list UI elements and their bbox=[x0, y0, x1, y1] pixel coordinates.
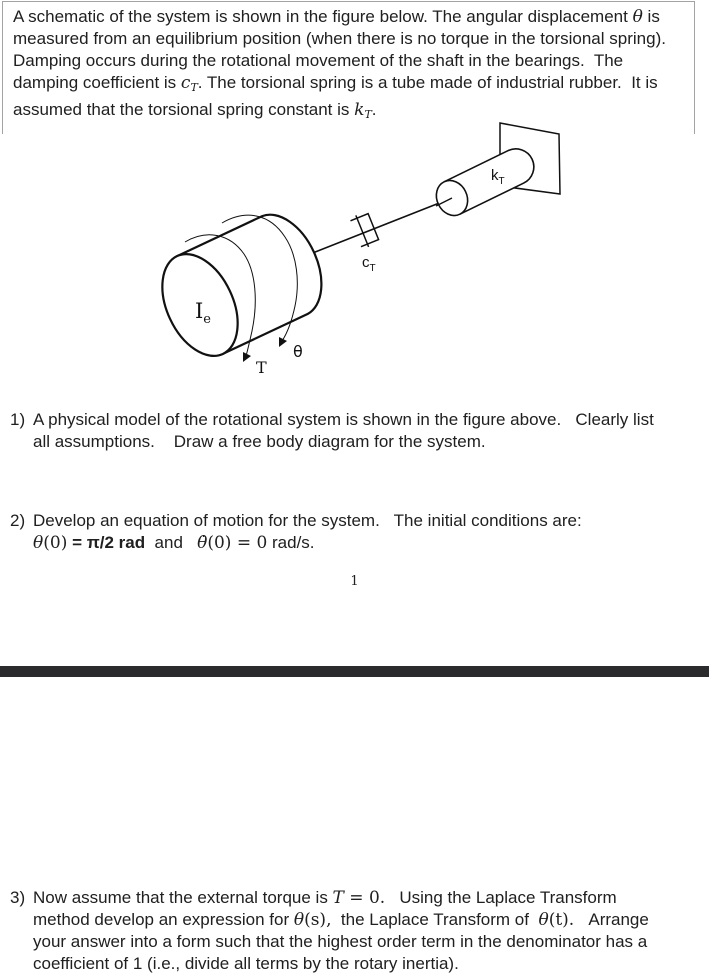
question-2-line-1 bbox=[33, 510, 719, 532]
question-1 bbox=[10, 409, 719, 453]
question-text: Now assume that the external torque is bbox=[33, 888, 333, 907]
intro-text: Damping occurs during the rotational movement of the shaft in the bearings. The bbox=[13, 51, 624, 70]
intro-line-4 bbox=[13, 72, 684, 99]
question-text: all assumptions. Draw a free body diagram for the system. bbox=[33, 432, 486, 451]
question-1-line-1 bbox=[33, 409, 719, 431]
intro-text: is bbox=[642, 7, 660, 26]
intro-text: damping coefficient is bbox=[13, 73, 181, 92]
inertia-label: $I_e$ bbox=[195, 299, 211, 327]
math-theta-dot: θ̇ bbox=[197, 533, 208, 553]
damping-coefficient-label: $c_T$ bbox=[362, 254, 376, 274]
question-text: the Laplace Transform of bbox=[331, 910, 539, 929]
math-theta-zero: θ bbox=[33, 533, 44, 553]
question-1-number: 1) bbox=[10, 410, 26, 429]
question-text: Using the Laplace Transform bbox=[385, 888, 617, 907]
math-paren-s: (s), bbox=[304, 910, 332, 930]
system-schematic-figure bbox=[150, 110, 580, 400]
intro-text: measured from an equilibrium position (when there is no torque in the torsional spring). bbox=[13, 29, 666, 48]
question-text: Arrange bbox=[574, 910, 649, 929]
math-equals-zero: = 0. bbox=[343, 888, 386, 908]
math-equals-zero: (0) = 0 bbox=[207, 533, 268, 553]
question-2-number: 2) bbox=[10, 511, 26, 530]
shaft-line bbox=[300, 198, 452, 258]
question-text: method develop an expression for bbox=[33, 910, 294, 929]
math-theta-s: θ bbox=[293, 910, 305, 930]
question-text: and bbox=[145, 533, 198, 552]
math-c-damping: c bbox=[180, 73, 191, 93]
math-theta: θ bbox=[632, 7, 643, 27]
theta-label: θ bbox=[293, 342, 303, 361]
math-k-spring: k bbox=[354, 100, 365, 120]
question-3-number: 3) bbox=[10, 888, 26, 907]
question-3-line-4 bbox=[33, 953, 719, 975]
intro-line-2 bbox=[13, 28, 684, 50]
math-paren: (0) bbox=[43, 533, 68, 553]
question-1-line-2 bbox=[33, 431, 719, 453]
question-3-line-2 bbox=[33, 909, 719, 931]
question-3 bbox=[10, 887, 719, 975]
math-theta-t: θ bbox=[538, 910, 549, 930]
math-paren-t: (t). bbox=[548, 910, 575, 930]
page-number: 1 bbox=[350, 574, 359, 589]
intro-line-1 bbox=[13, 6, 684, 28]
math-sub-T: T bbox=[190, 81, 198, 94]
question-text: coefficient of 1 (i.e., divide all terms by the rotary inertia). bbox=[33, 954, 459, 973]
question-text: Develop an equation of motion for the system. The initial conditions are: bbox=[33, 511, 582, 530]
spring-constant-label: $k_T$ bbox=[491, 167, 505, 187]
question-text: A physical model of the rotational system is shown in the figure above. Clearly list bbox=[33, 410, 654, 429]
torque-label: T bbox=[256, 358, 267, 377]
math-sub-T: T bbox=[364, 108, 372, 121]
question-text: your answer into a form such that the highest order term in the denominator has a bbox=[33, 932, 648, 951]
math-pi-over-2: = π/2 rad bbox=[67, 533, 146, 552]
math-T: T bbox=[332, 888, 344, 908]
question-text: rad/s. bbox=[267, 533, 315, 552]
torsional-spring-tube bbox=[431, 143, 540, 221]
intro-text: . The torsional spring is a tube made of industrial rubber. It is bbox=[197, 73, 658, 92]
intro-text: A schematic of the system is shown in the figure below. The angular displacement bbox=[13, 7, 633, 26]
page-divider-bar bbox=[0, 666, 709, 677]
question-2-initial-conditions bbox=[33, 532, 719, 554]
intro-text: . bbox=[371, 100, 377, 119]
question-3-line-3 bbox=[33, 931, 719, 953]
question-3-line-1 bbox=[33, 887, 719, 909]
intro-text: assumed that the torsional spring constant is bbox=[13, 100, 355, 119]
damper-symbol bbox=[349, 211, 379, 250]
question-2 bbox=[10, 510, 719, 554]
damper-cylinder bbox=[350, 214, 378, 247]
intro-line-3 bbox=[13, 50, 684, 72]
